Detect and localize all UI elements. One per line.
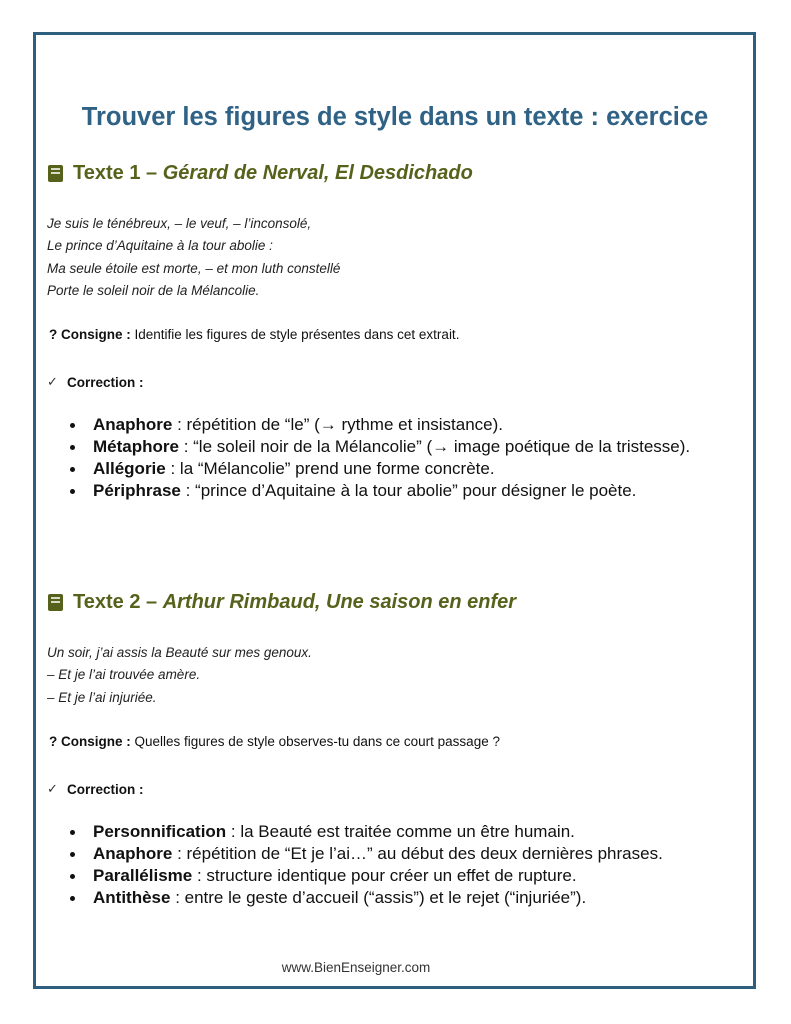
figure-explanation: : “le soleil noir de la Mélancolie” (→ image poétique de la tristesse).	[178, 437, 691, 456]
figure-explanation: : la Beauté est traitée comme un être humain.	[226, 822, 575, 841]
poem-line: Ma seule étoile est morte, – et mon luth constellé	[47, 260, 341, 276]
correction-label-text: Correction :	[67, 781, 144, 797]
poem-line: Porte le soleil noir de la Mélancolie.	[47, 282, 260, 298]
consigne-1	[49, 327, 459, 342]
section-heading-2	[48, 591, 516, 614]
figure-explanation: : structure identique pour créer un effet de rupture.	[192, 866, 577, 885]
figure-term: Métaphore	[93, 437, 179, 456]
poem-line: – Et je l’ai injuriée.	[47, 689, 157, 705]
list-item	[67, 458, 747, 480]
poem-excerpt-1	[47, 213, 340, 302]
list-item	[67, 480, 747, 502]
list-item	[67, 865, 747, 887]
poem-line: Un soir, j’ai assis la Beauté sur mes genoux.	[47, 645, 312, 660]
book-icon	[48, 594, 63, 611]
consigne-label: ? Consigne :	[49, 734, 131, 749]
list-item	[67, 843, 747, 865]
correction-label-text: Correction :	[67, 374, 144, 390]
figure-term: Antithèse	[93, 888, 171, 907]
figure-explanation: : répétition de “Et je l’ai…” au début des deux dernières phrases.	[172, 844, 663, 863]
check-icon: ✓	[47, 374, 58, 389]
page-title: Trouver les figures de style dans un texte : exercice	[81, 103, 709, 131]
consigne-text: Identifie les figures de style présentes dans cet extrait.	[134, 327, 460, 342]
section-label: Texte 2 –	[73, 591, 158, 613]
correction-list-2	[67, 821, 747, 909]
figure-explanation: : la “Mélancolie” prend une forme concrète.	[165, 459, 495, 478]
poem-line: Je suis le ténébreux, – le veuf, – l’inconsolé,	[47, 216, 312, 231]
list-item	[67, 887, 747, 909]
list-item	[67, 414, 747, 436]
section-author-work: Arthur Rimbaud, Une saison en enfer	[162, 591, 517, 613]
consigne-label: ? Consigne :	[49, 327, 131, 342]
correction-label-2	[47, 781, 144, 797]
poem-excerpt-2	[47, 642, 312, 709]
section-heading-1	[48, 162, 473, 185]
consigne-text: Quelles figures de style observes-tu dans ce court passage ?	[134, 734, 500, 749]
footer-website: www.BienEnseigner.com	[281, 960, 431, 975]
figure-explanation: : répétition de “le” (→ rythme et insistance).	[172, 415, 504, 434]
book-icon	[48, 165, 63, 182]
figure-term: Personnification	[93, 822, 227, 841]
figure-explanation: : “prince d’Aquitaine à la tour abolie” pour désigner le poète.	[180, 481, 637, 500]
correction-label-1	[47, 374, 144, 390]
poem-line: Le prince d’Aquitaine à la tour abolie :	[47, 238, 273, 254]
section-author-work: Gérard de Nerval, El Desdichado	[162, 162, 473, 184]
poem-line: – Et je l’ai trouvée amère.	[47, 667, 201, 683]
figure-term: Parallélisme	[93, 866, 193, 885]
check-icon: ✓	[47, 781, 58, 796]
list-item	[67, 436, 747, 458]
figure-term: Anaphore	[93, 415, 173, 434]
figure-term: Allégorie	[93, 459, 166, 478]
consigne-2	[49, 734, 500, 749]
list-item	[67, 821, 747, 843]
correction-list-1	[67, 414, 747, 502]
section-label: Texte 1 –	[73, 162, 158, 184]
figure-term: Anaphore	[93, 844, 173, 863]
figure-explanation: : entre le geste d’accueil (“assis”) et le rejet (“injuriée”).	[170, 888, 587, 907]
figure-term: Périphrase	[93, 481, 181, 500]
